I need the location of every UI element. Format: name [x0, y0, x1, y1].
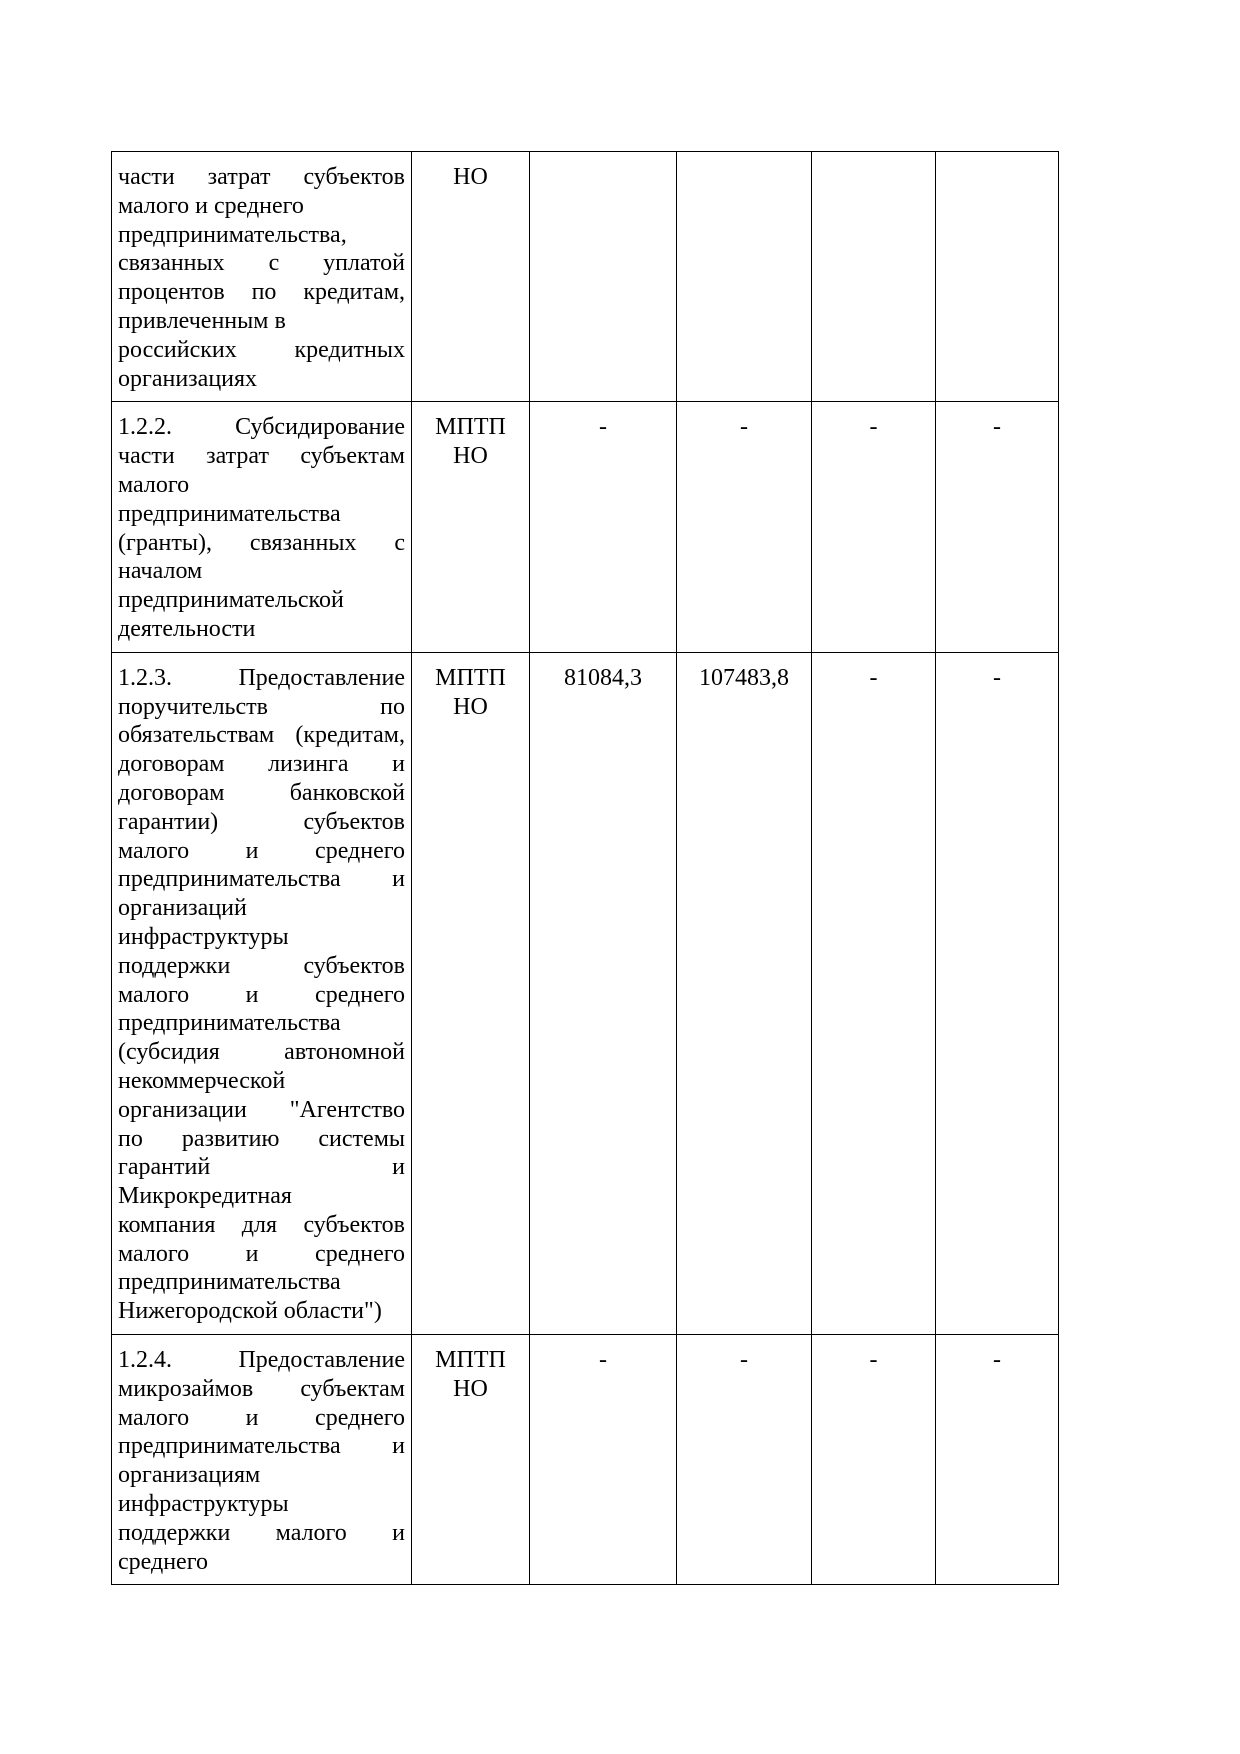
- value-cell: 81084,3: [530, 652, 677, 1334]
- text-line: НО: [453, 1375, 488, 1402]
- value-cell: [936, 152, 1059, 402]
- value-cell: -: [812, 1335, 936, 1585]
- value-cell: -: [530, 402, 677, 652]
- table-row: [112, 1335, 1059, 1585]
- text-line: НО: [453, 164, 488, 190]
- table-row: [112, 152, 1059, 402]
- text-line: (субсидия автономной: [118, 1039, 405, 1066]
- text-line: предпринимательства: [118, 1010, 341, 1037]
- text-line: среднего: [118, 1548, 208, 1575]
- text-line: компания для субъектов: [118, 1211, 405, 1238]
- text-line: предпринимательства,: [118, 221, 347, 248]
- text-line: некоммерческой: [118, 1067, 286, 1094]
- measures-table: [111, 151, 1059, 1585]
- text-line: гарантий и: [118, 1154, 405, 1181]
- value-cell: -: [936, 652, 1059, 1334]
- text-line: Микрокредитная: [118, 1183, 292, 1210]
- measure-description: [112, 402, 412, 652]
- text-line: организациям: [118, 1462, 261, 1489]
- text-line: части затрат субъектам: [118, 443, 405, 470]
- text-line: малого и среднего: [118, 1240, 405, 1267]
- executor-cell: [412, 402, 530, 652]
- text-line: Нижегородской области"): [118, 1298, 382, 1325]
- value-cell: [677, 152, 812, 402]
- text-line: договорам лизинга и: [118, 751, 405, 778]
- value-cell: -: [936, 1335, 1059, 1585]
- text-line: предпринимательской: [118, 587, 344, 614]
- text-line: российских кредитных: [118, 336, 405, 363]
- executor-cell: [412, 1335, 530, 1585]
- text-line: поддержки субъектов: [118, 952, 405, 979]
- text-line: малого и среднего: [118, 1404, 405, 1431]
- text-line: НО: [453, 693, 488, 720]
- value-cell: [530, 152, 677, 402]
- text-line: малого и среднего: [118, 981, 405, 1008]
- text-line: организации "Агентство: [118, 1096, 405, 1123]
- text-line: малого и среднего: [118, 837, 405, 864]
- text-line: предпринимательства: [118, 500, 341, 527]
- measure-description: [112, 152, 412, 402]
- text-line: организаций: [118, 895, 247, 922]
- text-line: началом: [118, 558, 203, 585]
- measure-description: [112, 1335, 412, 1585]
- value-cell: [812, 152, 936, 402]
- text-line: поддержки малого и: [118, 1519, 405, 1546]
- text-line: обязательствам (кредитам,: [118, 722, 405, 749]
- text-line: (гранты), связанных с: [118, 529, 405, 556]
- text-line: связанных с уплатой: [118, 250, 405, 277]
- value-cell: -: [530, 1335, 677, 1585]
- text-line: НО: [453, 443, 488, 470]
- table-row: [112, 402, 1059, 652]
- text-line: малого и среднего: [118, 192, 304, 219]
- text-line: предпринимательства и: [118, 1433, 405, 1460]
- text-line: предпринимательства и: [118, 866, 405, 893]
- value-cell: 107483,8: [677, 652, 812, 1334]
- executor-cell: [412, 652, 530, 1334]
- value-cell: -: [677, 1335, 812, 1585]
- text-line: малого: [118, 471, 190, 498]
- text-line: инфраструктуры: [118, 923, 289, 950]
- table-row: [112, 652, 1059, 1334]
- text-line: по развитию системы: [118, 1125, 405, 1152]
- text-line: 1.2.4. Предоставление: [118, 1347, 405, 1374]
- text-line: организациях: [118, 365, 258, 392]
- text-line: процентов по кредитам,: [118, 279, 405, 306]
- text-line: договорам банковской: [118, 779, 405, 806]
- text-line: 1.2.2. Субсидирование: [118, 414, 405, 441]
- text-line: МПТП: [435, 1347, 506, 1374]
- text-line: инфраструктуры: [118, 1491, 289, 1518]
- executor-cell: [412, 152, 530, 402]
- text-line: привлеченным в: [118, 307, 286, 334]
- text-line: предпринимательства: [118, 1269, 341, 1296]
- value-cell: -: [936, 402, 1059, 652]
- value-cell: -: [677, 402, 812, 652]
- measure-description: [112, 652, 412, 1334]
- value-cell: -: [812, 652, 936, 1334]
- text-line: МПТП: [435, 664, 506, 691]
- text-line: части затрат субъектов: [118, 164, 405, 190]
- text-line: 1.2.3. Предоставление: [118, 664, 405, 691]
- value-cell: -: [812, 402, 936, 652]
- text-line: деятельности: [118, 615, 256, 642]
- text-line: поручительств по: [118, 693, 405, 720]
- text-line: микрозаймов субъектам: [118, 1375, 405, 1402]
- text-line: гарантии) субъектов: [118, 808, 405, 835]
- text-line: МПТП: [435, 414, 506, 441]
